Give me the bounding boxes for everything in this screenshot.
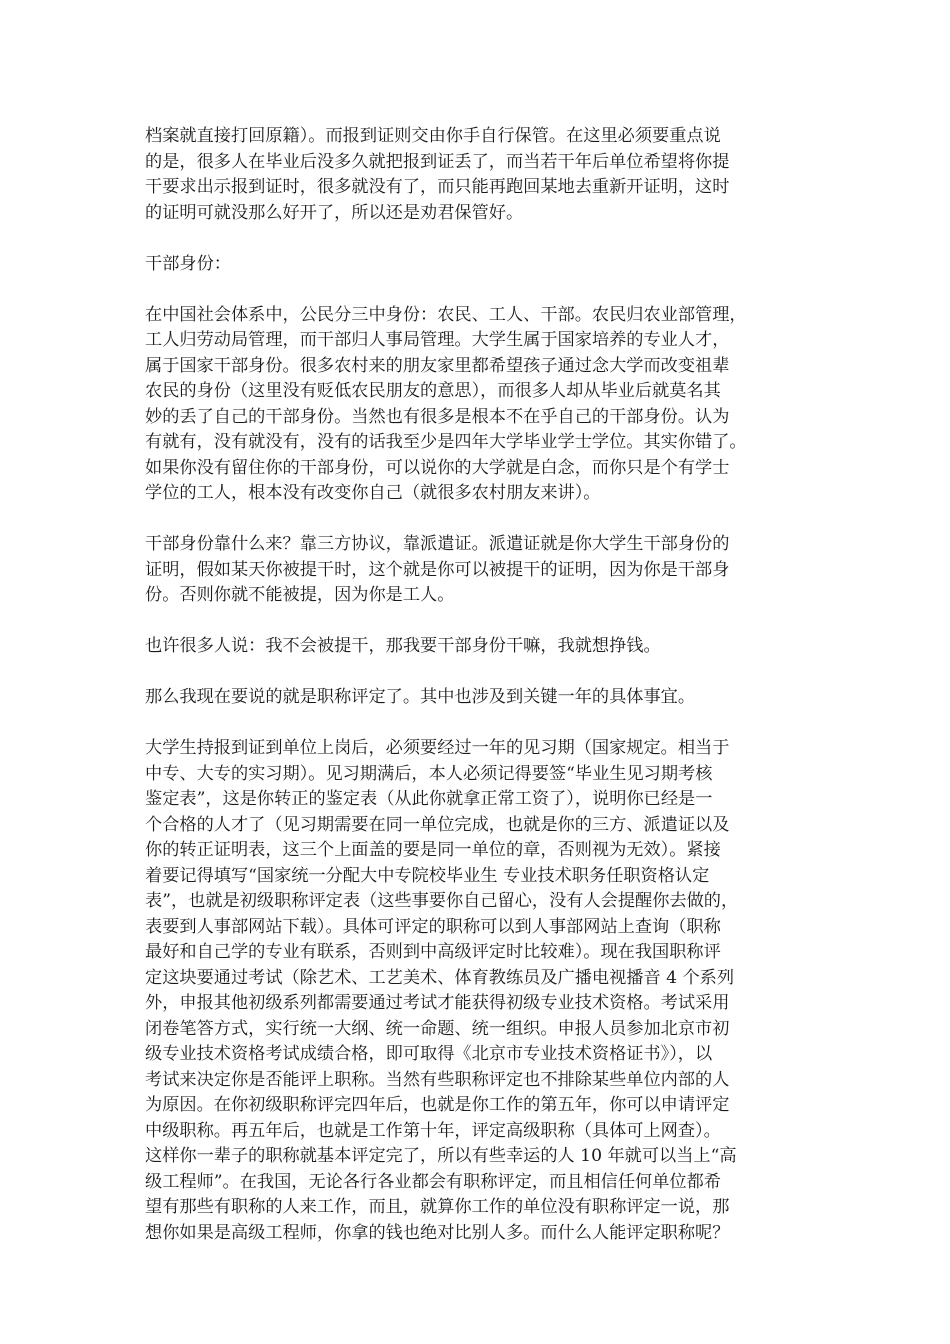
text-line: 干部身份靠什么来？靠三方协议，靠派遣证。派遣证就是你大学生干部身份的 (145, 534, 730, 554)
text-line: 表要到人事部网站下载）。具体可评定的职称可以到人事部网站上查询（职称 (145, 916, 721, 937)
text-line: 你的转正证明表，这三个上面盖的要是同一单位的章，否则视为无效）。紧接 (145, 840, 721, 860)
section-heading-cadre-status (145, 252, 827, 278)
text-line: 中专、大专的实习期）。见习期满后，本人必须记得要签“毕业生见习期考核 (145, 763, 713, 784)
text-line: 的是，很多人在毕业后没多久就把报到证丢了，而当若干年后单位希望将你提 (145, 151, 730, 172)
text-line: 证明，假如某天你被提干时，这个就是你可以被提干的证明，因为你是干部身 (145, 559, 730, 580)
text-line: 这样你一辈子的职称就基本评定完了，所以有些幸运的人 10 年就可以当上“高 (145, 1146, 737, 1166)
text-line: 档案就直接打回原籍）。而报到证则交由你手自行保管。在这里必须要重点说 (145, 126, 721, 146)
text-line: 个合格的人才了（见习期需要在同一单位完成，也就是你的三方、派遣证以及 (145, 814, 730, 835)
text-line: 级工程师”。在我国，无论各行各业都会有职称评定，而且相信任何单位都希 (145, 1171, 721, 1192)
text-line: 表”，也就是初级职称评定表（这些事要你自己留心，没有人会提醒你去做的， (145, 891, 739, 911)
text-line: 级专业技术资格考试成绩合格，即可取得《北京市专业技术资格证书》），以 (145, 1044, 713, 1064)
text-line: 外，申报其他初级系列都需要通过考试才能获得初级专业技术资格。考试采用 (145, 993, 730, 1013)
text-line: 学位的工人，根本没有改变你自己（就很多农村朋友来讲）。 (145, 483, 601, 503)
text-line: 定这块要通过考试（除艺术、工艺美术、体育教练员及广播电视播音 4 个系列 (145, 967, 735, 988)
text-line: 干要求出示报到证时，很多就没有了，而只能再跑回某地去重新开证明，这时 (145, 177, 730, 197)
text-line: 的证明可就没那么好开了，所以还是劝君保管好。 (145, 202, 524, 223)
text-line: 大学生持报到证到单位上岗后，必须要经过一年的见习期（国家规定。相当于 (145, 738, 730, 758)
section-heading: 干部身份： (145, 253, 231, 274)
text-line: 在中国社会体系中，公民分三中身份：农民、工人、干部。农民归农业部管理， (145, 304, 747, 325)
text-line: 工人归劳动局管理，而干部归人事局管理。大学生属于国家培养的专业人才， (145, 330, 730, 350)
text-line: 属于国家干部身份。很多农村来的朋友家里都希望孩子通过念大学而改变祖辈 (145, 355, 730, 376)
text-line: 那么我现在要说的就是职称评定了。其中也涉及到关键一年的具体事宜。 (145, 687, 696, 707)
text-line: 闭卷笔答方式，实行统一大纲、统一命题、统一组织。申报人员参加北京市初 (145, 1018, 730, 1039)
text-line: 想你如果是高级工程师，你拿的钱也绝对比别人多。而什么人能评定职称呢？ (145, 1222, 730, 1243)
text-line: 农民的身份（这里没有贬低农民朋友的意思），而很多人却从毕业后就莫名其 (145, 381, 721, 401)
paragraph-report-card (145, 124, 827, 226)
paragraph-probation-and-titles (145, 736, 827, 1246)
paragraph-social-status (145, 303, 827, 507)
text-line: 妙的丢了自己的干部身份。当然也有很多是根本不在乎自己的干部身份。认为 (145, 406, 730, 427)
text-line: 为原因。在你初级职称评完四年后，也就是你工作的第五年，你可以申请评定 (145, 1095, 730, 1115)
text-line: 着要记得填写“国家统一分配大中专院校毕业生 专业技术职务任职资格认定 (145, 865, 710, 886)
paragraph-earn-money (145, 634, 827, 660)
paragraph-title-evaluation-intro (145, 685, 827, 711)
text-line: 考试来决定你是否能评上职称。当然有些职称评定也不排除某些单位内部的人 (145, 1069, 730, 1090)
text-line: 也许很多人说：我不会被提干，那我要干部身份干嘛，我就想挣钱。 (145, 636, 661, 656)
text-line: 鉴定表”，这是你转正的鉴定表（从此你就拿正常工资了），说明你已经是一 (145, 789, 713, 809)
text-line: 有就有，没有就没有，没有的话我至少是四年大学毕业学士学位。其实你错了。 (145, 432, 747, 452)
text-line: 份。否则你就不能被提，因为你是工人。 (145, 585, 455, 605)
text-line: 中级职称。再五年后，也就是工作第十年，评定高级职称（具体可上网查）。 (145, 1120, 721, 1141)
text-line: 最好和自己学的专业有联系，否则到中高级评定时比较难）。现在我国职称评 (145, 942, 721, 962)
paragraph-dispatch-certificate (145, 532, 827, 609)
document-body (145, 124, 827, 1246)
text-line: 如果你没有留住你的干部身份，可以说你的大学就是白念，而你只是个有学士 (145, 457, 730, 478)
text-line: 望有那些有职称的人来工作，而且，就算你工作的单位没有职称评定一说，那 (145, 1197, 730, 1217)
